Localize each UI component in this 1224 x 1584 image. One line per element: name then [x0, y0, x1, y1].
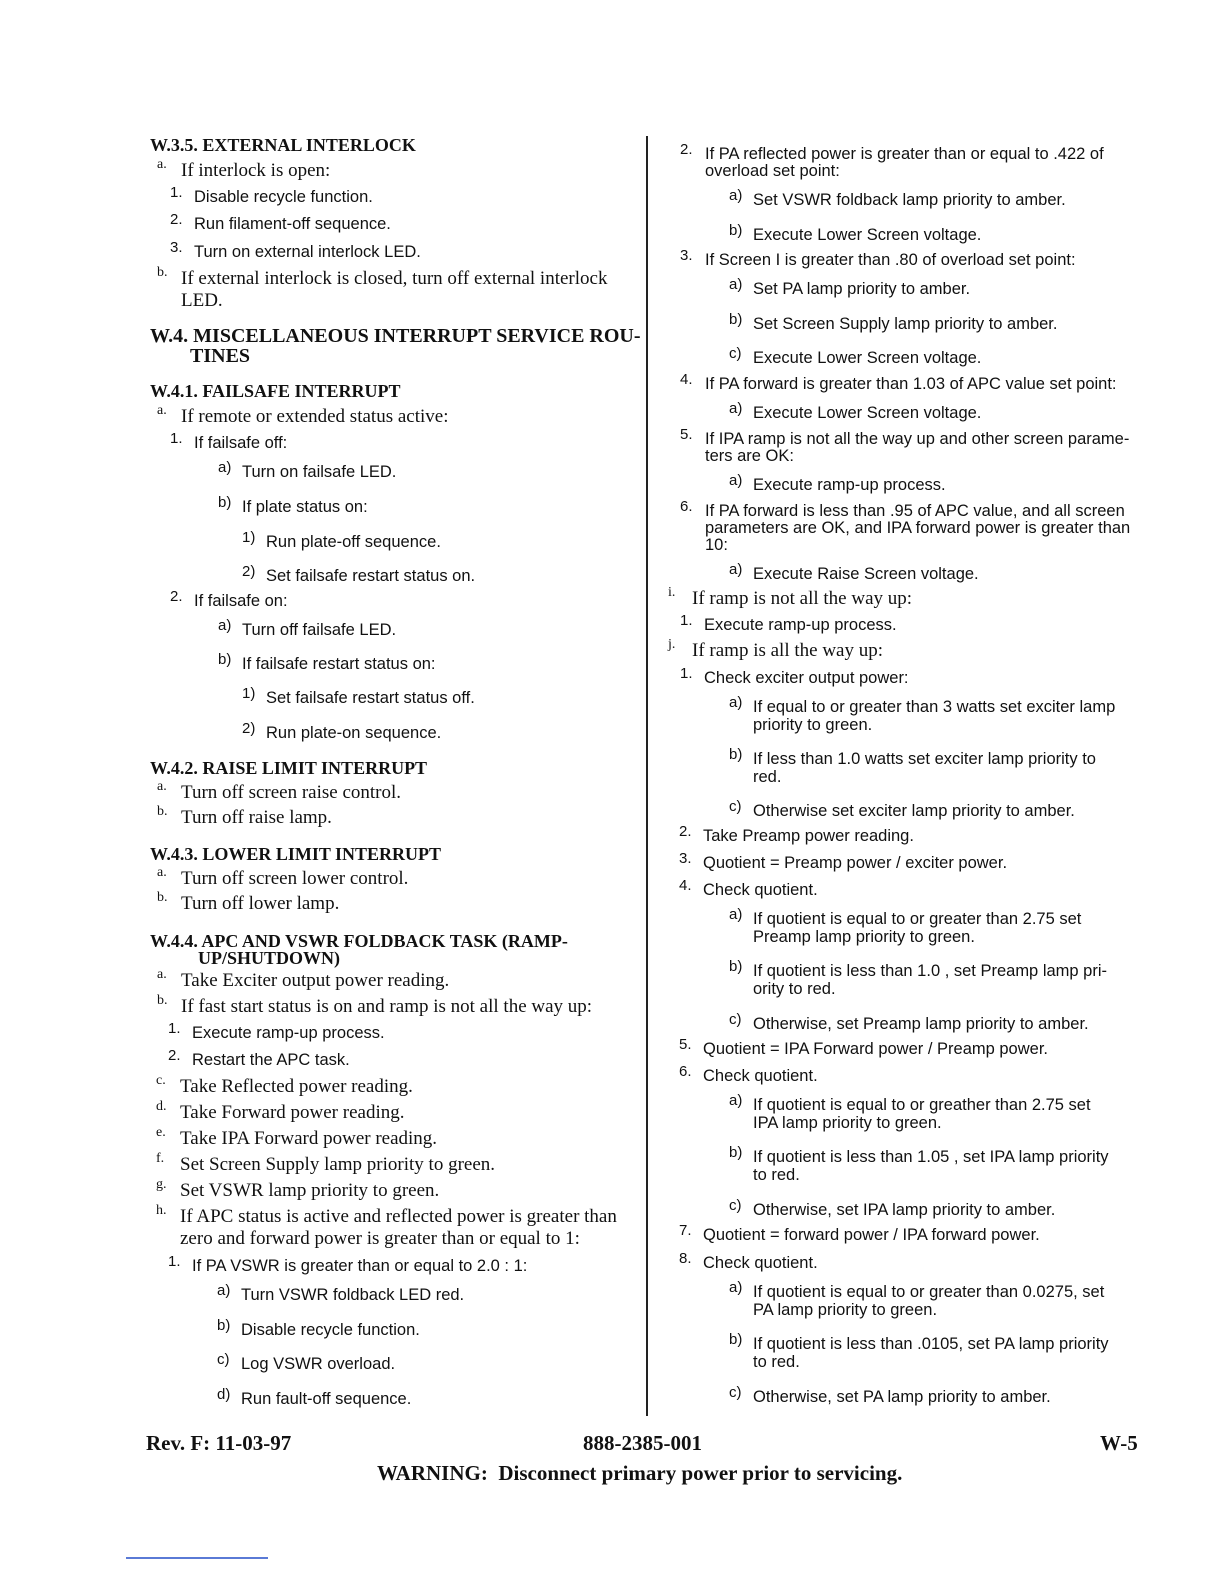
section-heading: W.4.1. FAILSAFE INTERRUPT — [150, 381, 401, 401]
list-item: a) If quotient is equal to or greather than 2.75 set — [729, 1092, 1091, 1114]
list-item: e. Take IPA Forward power reading. — [156, 1125, 438, 1149]
list-item: b. Turn off raise lamp. — [157, 804, 332, 828]
list-item: a) Execute Lower Screen voltage. — [729, 400, 982, 422]
warning-text: WARNING: Disconnect primary power prior to servicing. — [377, 1461, 903, 1485]
scan-artifact-line — [126, 1557, 268, 1559]
list-item-continuation: parameters are OK, and IPA forward power is greater than — [705, 519, 1131, 537]
list-item: f. Set Screen Supply lamp priority to green. — [156, 1151, 496, 1175]
list-item: 1. Execute ramp-up process. — [168, 1020, 385, 1042]
list-item: 2. Run filament-off sequence. — [170, 211, 391, 233]
list-item: 6. Check quotient. — [679, 1063, 818, 1085]
list-item: a) Turn on failsafe LED. — [218, 459, 397, 481]
list-item-continuation: priority to green. — [753, 716, 873, 734]
list-item-continuation: LED. — [181, 290, 223, 311]
list-item-continuation: ority to red. — [753, 980, 836, 998]
list-item: a) If quotient is equal to or greater than 2.75 set — [729, 906, 1082, 928]
list-item: 2. Restart the APC task. — [168, 1047, 350, 1069]
list-item: c. Take Reflected power reading. — [156, 1073, 413, 1097]
page-number: W-5 — [1100, 1431, 1138, 1455]
list-item-continuation: overload set point: — [705, 162, 840, 180]
list-item: a) Execute Raise Screen voltage. — [729, 561, 979, 583]
list-item-continuation: to red. — [753, 1353, 800, 1371]
list-item-continuation: zero and forward power is greater than or equal to 1: — [180, 1228, 580, 1249]
section-heading: W.4.2. RAISE LIMIT INTERRUPT — [150, 758, 428, 778]
list-item: b) If quotient is less than .0105, set PA lamp priority — [729, 1331, 1109, 1353]
list-item: a) Turn VSWR foldback LED red. — [217, 1282, 465, 1304]
list-item: 3. Quotient = Preamp power / exciter power. — [679, 850, 1008, 872]
list-item-continuation: PA lamp priority to green. — [753, 1301, 938, 1319]
list-item: c) Otherwise, set PA lamp priority to amber. — [729, 1384, 1051, 1406]
list-item: a. Turn off screen raise control. — [157, 779, 402, 803]
list-item: j. If ramp is all the way up: — [668, 637, 884, 661]
list-item: 3. Turn on external interlock LED. — [170, 239, 421, 261]
list-item: d. Take Forward power reading. — [156, 1099, 405, 1123]
list-item: a) Set VSWR foldback lamp priority to amber. — [729, 187, 1066, 209]
list-item: i. If ramp is not all the way up: — [668, 585, 913, 609]
list-item: c) Log VSWR overload. — [217, 1351, 396, 1373]
section-heading: W.4.3. LOWER LIMIT INTERRUPT — [150, 844, 442, 864]
section-heading: W.4. MISCELLANEOUS INTERRUPT SERVICE ROU- — [150, 325, 641, 347]
list-item-continuation: 10: — [705, 536, 728, 554]
list-item: b. Turn off lower lamp. — [157, 890, 340, 914]
list-item: 1. Disable recycle function. — [170, 184, 373, 206]
list-item: b) If quotient is less than 1.0 , set Preamp lamp pri- — [729, 958, 1108, 980]
list-item: c) Execute Lower Screen voltage. — [729, 345, 982, 367]
list-item: 5. If IPA ramp is not all the way up and other screen parame- — [680, 426, 1130, 448]
list-item: b. If external interlock is closed, turn off external interlock — [157, 265, 608, 289]
list-item: 2) Set failsafe restart status on. — [242, 563, 476, 585]
list-item: 4. If PA forward is greater than 1.03 of APC value set point: — [680, 371, 1117, 393]
list-item: 1. If failsafe off: — [170, 430, 288, 452]
list-item: 1. Check exciter output power: — [680, 665, 909, 687]
list-item: b) If plate status on: — [218, 494, 368, 516]
list-item: a) If quotient is equal to or greater than 0.0275, set — [729, 1279, 1105, 1301]
list-item: b) Execute Lower Screen voltage. — [729, 222, 982, 244]
section-heading-continuation: TINES — [190, 345, 251, 367]
list-item: 4. Check quotient. — [679, 877, 818, 899]
list-item-continuation: ters are OK: — [705, 447, 794, 465]
list-item: d) Run fault-off sequence. — [217, 1386, 412, 1408]
list-item: a. Turn off screen lower control. — [157, 865, 409, 889]
column-divider — [646, 136, 648, 1416]
list-item: 8. Check quotient. — [679, 1250, 818, 1272]
list-item: b) Disable recycle function. — [217, 1317, 420, 1339]
list-item: a) Set PA lamp priority to amber. — [729, 276, 971, 298]
list-item: b) If less than 1.0 watts set exciter lamp priority to — [729, 746, 1096, 768]
list-item: 2. Take Preamp power reading. — [679, 823, 914, 845]
list-item-continuation: red. — [753, 768, 782, 786]
document-number: 888-2385-001 — [583, 1431, 702, 1455]
list-item: 5. Quotient = IPA Forward power / Preamp power. — [679, 1036, 1048, 1058]
section-heading: W.3.5. EXTERNAL INTERLOCK — [150, 135, 416, 155]
list-item: g. Set VSWR lamp priority to green. — [156, 1177, 440, 1201]
list-item-continuation: to red. — [753, 1166, 800, 1184]
list-item: 3. If Screen I is greater than .80 of overload set point: — [680, 247, 1076, 269]
list-item: 7. Quotient = forward power / IPA forward power. — [679, 1222, 1040, 1244]
list-item: 1. If PA VSWR is greater than or equal to 2.0 : 1: — [168, 1253, 528, 1275]
list-item: 6. If PA forward is less than .95 of APC value, and all screen — [680, 498, 1125, 520]
list-item: h. If APC status is active and reflected power is greater than — [156, 1203, 617, 1227]
list-item: a. Take Exciter output power reading. — [157, 967, 450, 991]
list-item: a. If remote or extended status active: — [157, 403, 449, 427]
list-item: b. If fast start status is on and ramp is not all the way up: — [157, 993, 593, 1017]
section-heading: W.4.4. APC AND VSWR FOLDBACK TASK (RAMP- — [150, 931, 568, 951]
list-item: 1) Set failsafe restart status off. — [242, 685, 475, 707]
section-heading-continuation: UP/SHUTDOWN) — [198, 948, 341, 968]
list-item: a) Turn off failsafe LED. — [218, 617, 397, 639]
list-item: a) If equal to or greater than 3 watts set exciter lamp — [729, 694, 1116, 716]
list-item: c) Otherwise, set IPA lamp priority to amber. — [729, 1197, 1056, 1219]
list-item: c) Otherwise, set Preamp lamp priority to amber. — [729, 1011, 1089, 1033]
list-item: b) If quotient is less than 1.05 , set IPA lamp priority — [729, 1144, 1109, 1166]
list-item: 1. Execute ramp-up process. — [680, 612, 897, 634]
list-item: b) If failsafe restart status on: — [218, 651, 436, 673]
list-item-continuation: Preamp lamp priority to green. — [753, 928, 975, 946]
list-item: c) Otherwise set exciter lamp priority to amber. — [729, 798, 1075, 820]
list-item: 2. If PA reflected power is greater than or equal to .422 of — [680, 141, 1104, 163]
list-item: a) Execute ramp-up process. — [729, 472, 946, 494]
list-item: 1) Run plate-off sequence. — [242, 529, 441, 551]
list-item-continuation: IPA lamp priority to green. — [753, 1114, 942, 1132]
revision-label: Rev. F: 11-03-97 — [146, 1431, 292, 1455]
list-item: 2. If failsafe on: — [170, 588, 288, 610]
list-item: 2) Run plate-on sequence. — [242, 720, 442, 742]
list-item: b) Set Screen Supply lamp priority to amber. — [729, 311, 1058, 333]
list-item: a. If interlock is open: — [157, 157, 331, 181]
